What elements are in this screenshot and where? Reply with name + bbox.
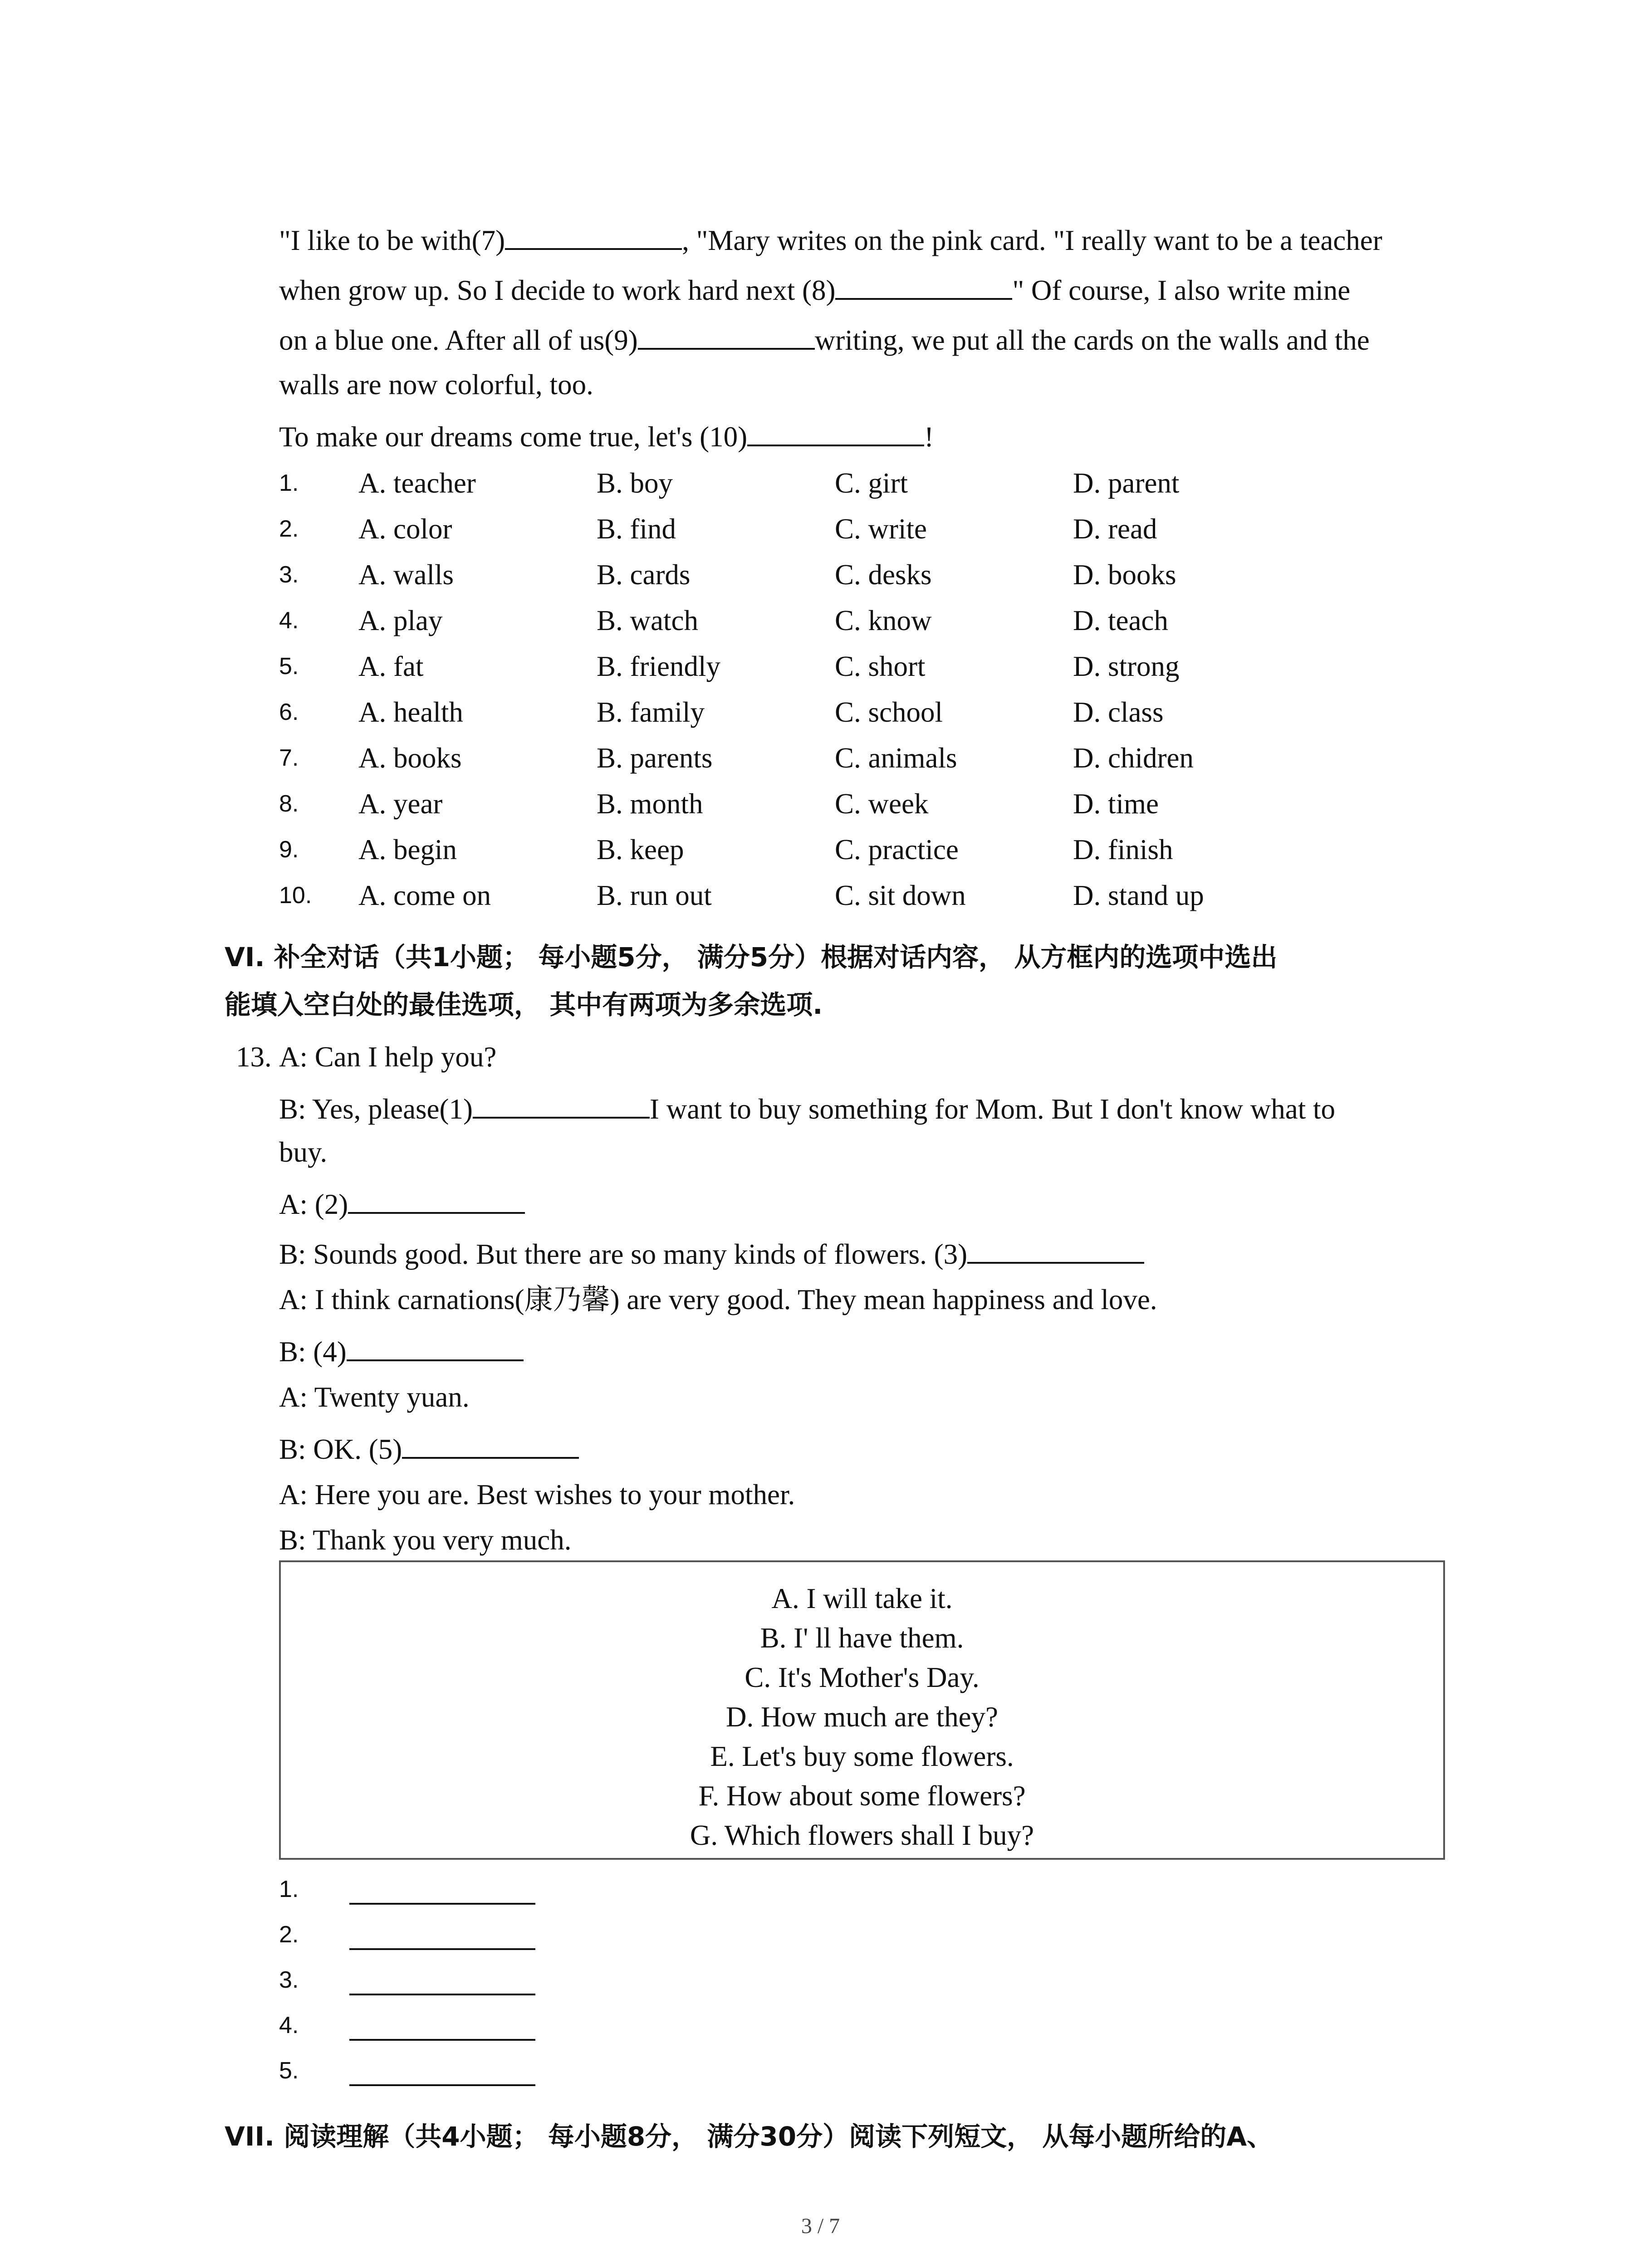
option-c[interactable]: C. know <box>835 605 932 636</box>
question-number: 3. <box>279 562 299 588</box>
option-a[interactable]: A. come on <box>358 880 491 911</box>
answer-blank[interactable] <box>349 2084 535 2086</box>
option-b[interactable]: B. keep <box>597 834 684 865</box>
answer-number: 1. <box>279 1876 299 1902</box>
option-c[interactable]: C. short <box>835 650 926 682</box>
option-a[interactable]: A. color <box>358 513 452 545</box>
option-row <box>279 463 1504 503</box>
option-b[interactable]: B. parents <box>597 742 713 774</box>
option-c[interactable]: C. desks <box>835 559 932 591</box>
option-a[interactable]: A. teacher <box>358 467 476 499</box>
question-number: 4. <box>279 607 299 634</box>
option-d[interactable]: D. strong <box>1073 650 1180 682</box>
blank-7[interactable] <box>505 220 682 250</box>
option-a[interactable]: A. year <box>358 788 443 820</box>
dialogue-line <box>279 1234 1144 1272</box>
passage-line-5 <box>279 416 934 455</box>
dialogue-text: B: Yes, please(1) <box>279 1093 473 1125</box>
question-number: 8. <box>279 791 299 817</box>
question-number: 9. <box>279 836 299 863</box>
answer-number: 3. <box>279 1967 299 1993</box>
option-d[interactable]: D. time <box>1073 788 1159 820</box>
dialogue-text: I want to buy something for Mom. But I don't know what to <box>649 1093 1335 1125</box>
dialogue-line: B: Thank you very much. <box>279 1524 572 1556</box>
passage-text: " Of course, I also write mine <box>1012 274 1351 306</box>
option-a[interactable]: A. walls <box>358 559 454 591</box>
answer-blank[interactable] <box>349 2039 535 2041</box>
dialogue-line <box>279 1429 579 1467</box>
question-number: 7. <box>279 745 299 771</box>
dialogue-line: buy. <box>279 1136 328 1168</box>
blank-8[interactable] <box>835 270 1012 300</box>
option-a[interactable]: A. begin <box>358 834 457 865</box>
dialogue-line <box>279 1331 524 1370</box>
option-b[interactable]: B. family <box>597 696 705 728</box>
option-b[interactable]: B. friendly <box>597 650 720 682</box>
dialogue-line: A: Twenty yuan. <box>279 1381 470 1413</box>
passage-text: "I like to be with(7) <box>279 225 505 256</box>
option-a[interactable]: A. fat <box>358 650 424 682</box>
option-d[interactable]: D. teach <box>1073 605 1168 636</box>
option-c[interactable]: C. week <box>835 788 929 820</box>
option-c[interactable]: C. school <box>835 696 943 728</box>
option-b[interactable]: B. run out <box>597 880 712 911</box>
option-row <box>279 875 1504 916</box>
option-c[interactable]: C. animals <box>835 742 957 774</box>
question-number: 6. <box>279 699 299 725</box>
dialogue-text: B: Sounds good. But there are so many kinds of flowers. (3) <box>279 1238 968 1270</box>
answer-number: 5. <box>279 2058 299 2084</box>
passage-line-2 <box>279 270 1350 308</box>
option-row <box>279 508 1504 549</box>
dialogue-line: A: Here you are. Best wishes to your mother. <box>279 1479 795 1510</box>
option-row <box>279 738 1504 778</box>
option-d[interactable]: D. chidren <box>1073 742 1194 774</box>
question-number: 2. <box>279 516 299 542</box>
dialogue-text: B: (4) <box>279 1336 347 1368</box>
choice-item[interactable]: C. It's Mother's Day. <box>745 1662 980 1693</box>
answer-blank[interactable] <box>349 1903 535 1905</box>
passage-text: when grow up. So I decide to work hard next (8) <box>279 274 836 306</box>
dialogue-blank-2[interactable] <box>348 1184 525 1214</box>
option-b[interactable]: B. find <box>597 513 676 545</box>
option-a[interactable]: A. books <box>358 742 462 774</box>
passage-line-4 <box>279 367 593 403</box>
option-a[interactable]: A. health <box>358 696 463 728</box>
option-c[interactable]: C. practice <box>835 834 959 865</box>
section-heading: 能填入空白处的最佳选项， 其中有两项为多余选项. <box>225 989 823 1020</box>
passage-text: on a blue one. After all of us(9) <box>279 324 638 356</box>
choice-item[interactable]: E. Let's buy some flowers. <box>710 1740 1014 1772</box>
choice-item[interactable]: D. How much are they? <box>725 1701 999 1733</box>
option-a[interactable]: A. play <box>358 605 443 636</box>
option-b[interactable]: B. watch <box>597 605 698 636</box>
passage-text: walls are now colorful, too. <box>279 369 593 401</box>
option-b[interactable]: B. month <box>597 788 703 820</box>
option-row <box>279 554 1504 595</box>
passage-text: ! <box>924 421 934 453</box>
answer-blank[interactable] <box>349 1948 535 1950</box>
option-d[interactable]: D. class <box>1073 696 1164 728</box>
question-number: 5. <box>279 653 299 679</box>
dialogue-blank-5[interactable] <box>402 1429 579 1459</box>
blank-10[interactable] <box>747 416 924 446</box>
dialogue-line: A: I think carnations(康乃馨) are very good. They mean happiness and love. <box>279 1284 1157 1315</box>
option-b[interactable]: B. cards <box>597 559 691 591</box>
option-d[interactable]: D. read <box>1073 513 1157 545</box>
question-number: 13. <box>236 1041 272 1073</box>
passage-text: writing, we put all the cards on the walls and the <box>814 324 1370 356</box>
question-number: 1. <box>279 470 299 496</box>
option-row <box>279 692 1504 733</box>
option-c[interactable]: C. girt <box>835 467 908 499</box>
passage-text: To make our dreams come true, let's (10) <box>279 421 748 453</box>
dialogue-text: B: OK. (5) <box>279 1433 402 1465</box>
answer-number: 4. <box>279 2012 299 2038</box>
section-heading: VII. 阅读理解（共4小题； 每小题8分， 满分30分）阅读下列短文， 从每小题所给的A、 <box>225 2121 1274 2152</box>
dialogue-line <box>279 1184 525 1222</box>
option-c[interactable]: C. sit down <box>835 880 966 911</box>
choice-item[interactable]: A. I will take it. <box>771 1583 953 1614</box>
choice-item[interactable]: B. I' ll have them. <box>760 1622 964 1654</box>
passage-text: , "Mary writes on the pink card. "I really want to be a teacher <box>682 225 1382 256</box>
choice-item[interactable]: G. Which flowers shall I buy? <box>690 1819 1034 1851</box>
page-number: 3 / 7 <box>801 2214 840 2238</box>
passage-line-3 <box>279 320 1370 358</box>
answer-number: 2. <box>279 1921 299 1948</box>
option-d[interactable]: D. finish <box>1073 834 1173 865</box>
option-row <box>279 646 1504 687</box>
passage-line-1 <box>279 220 1382 259</box>
dialogue-blank-4[interactable] <box>347 1331 524 1361</box>
option-d[interactable]: D. parent <box>1073 467 1180 499</box>
option-d[interactable]: D. stand up <box>1073 880 1204 911</box>
question-number: 10. <box>279 882 312 909</box>
choices-box <box>279 1560 1445 1860</box>
option-d[interactable]: D. books <box>1073 559 1176 591</box>
section-heading: VI. 补全对话（共1小题； 每小题5分， 满分5分）根据对话内容， 从方框内的选项中选出 <box>225 942 1278 973</box>
option-row <box>279 600 1504 641</box>
dialogue-blank-1[interactable] <box>473 1089 650 1119</box>
option-row <box>279 783 1504 824</box>
dialogue-line: A: Can I help you? <box>279 1041 497 1073</box>
option-c[interactable]: C. write <box>835 513 927 545</box>
dialogue-line <box>279 1089 1335 1127</box>
answer-blank[interactable] <box>349 1994 535 1995</box>
dialogue-blank-3[interactable] <box>967 1234 1144 1264</box>
blank-9[interactable] <box>638 320 815 350</box>
option-row <box>279 829 1504 870</box>
dialogue-text: A: (2) <box>279 1188 348 1220</box>
option-b[interactable]: B. boy <box>597 467 673 499</box>
choice-item[interactable]: F. How about some flowers? <box>698 1780 1026 1812</box>
